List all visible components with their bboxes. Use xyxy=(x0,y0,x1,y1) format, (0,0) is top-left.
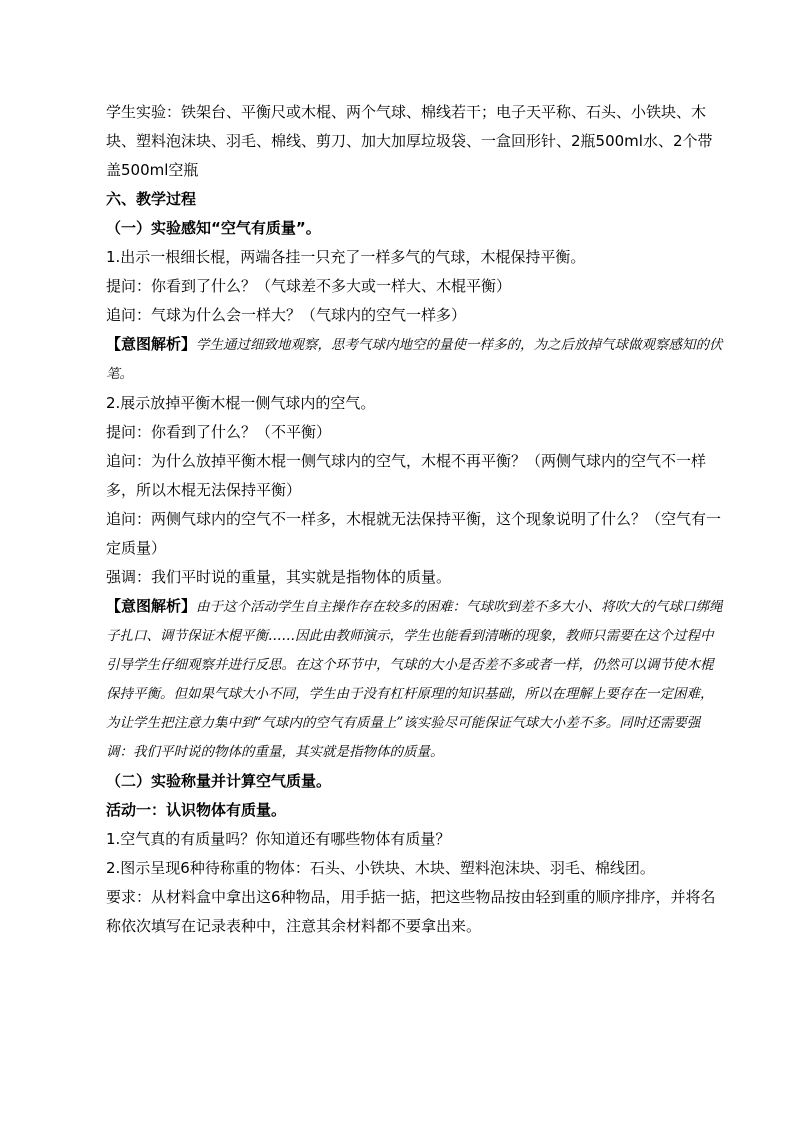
intent2-text: 由于这个活动学生自主操作存在较多的困难：气球吹到差不多大小、将吹大的气球口绑绳子扎口、调节保证木棍平衡……因此由教师演示，学生也能看到清晰的现象，教师只需要在这个过程中引导学生仔细观察并进行反思。在这个环节中，气球的大小是否差不多或者一样，仍然可以调节使木棍保持平衡。但如果气球大小不同，学生由于没有杠杆原理的知识基础，所以在理解上要存在一定困难，为让学生把注意力集中到“气球内的空气有质量上”该实验尽可能保证气球大小差不多。同时还需要强调：我们平时说的物体的重量，其实就是指物体的质量。 xyxy=(106,599,723,760)
emphasis-text: 强调：我们平时说的重量，其实就是指物体的质量。 xyxy=(106,568,452,586)
activity-item-2: 2.图示呈现6种待称重的物体：石头、小铁块、木块、塑料泡沫块、羽毛、棉线团。 xyxy=(106,859,655,877)
question4-text: 追问：为什么放掉平衡木棍一侧气球内的空气，木棍不再平衡？（两侧气球内的空气不一样多，所以木棍无法保持平衡） xyxy=(106,452,707,499)
question3-text: 提问：你看到了什么？（不平衡） xyxy=(106,423,332,441)
intent-analysis-2 xyxy=(106,592,726,767)
intent-analysis-1 xyxy=(106,330,726,389)
intent-tag: 【意图解析】 xyxy=(106,335,197,353)
materials-paragraph: 学生实验：铁架台、平衡尺或木棍、两个气球、棉线若干；电子天平称、石头、小铁块、木块、塑料泡沫块、羽毛、棉线、剪刀、加大加厚垃圾袋、一盒回形针、2瓶500ml水、2个带盖500ml空瓶 xyxy=(106,103,713,179)
step2-text: 2.展示放掉平衡木棍一侧气球内的空气。 xyxy=(106,394,376,412)
question1-text: 提问：你看到了什么？（气球差不多大或一样大、木棍平衡） xyxy=(106,277,512,295)
part2-heading: （二）实验称量并计算空气质量。 xyxy=(106,772,332,790)
question5-text: 追问：两侧气球内的空气不一样多，木棍就无法保持平衡，这个现象说明了什么？（空气有一定质量） xyxy=(106,510,722,557)
activity1-heading: 活动一：认识物体有质量。 xyxy=(106,801,287,819)
question2-text: 追问：气球为什么会一样大？（气球内的空气一样多） xyxy=(106,306,467,324)
intent-tag: 【意图解析】 xyxy=(106,597,197,615)
activity-item-1: 1.空气真的有质量吗？你知道还有哪些物体有质量？ xyxy=(106,830,451,848)
part1-heading: （一）实验感知“空气有质量”。 xyxy=(106,219,321,237)
intent1-text: 学生通过细致地观察，思考气球内地空的量使一样多的，为之后放掉气球做观察感知的伏笔。 xyxy=(106,337,723,382)
step1-text: 1.出示一根细长棍，两端各挂一只充了一样多气的气球，木棍保持平衡。 xyxy=(106,248,586,266)
section-heading: 六、教学过程 xyxy=(106,190,197,208)
document-page xyxy=(106,98,726,941)
requirement-text: 要求：从材料盒中拿出这6种物品，用手掂一掂，把这些物品按由轻到重的顺序排序，并将名称依次填写在记录表种中，注意其余材料都不要拿出来。 xyxy=(106,888,716,935)
